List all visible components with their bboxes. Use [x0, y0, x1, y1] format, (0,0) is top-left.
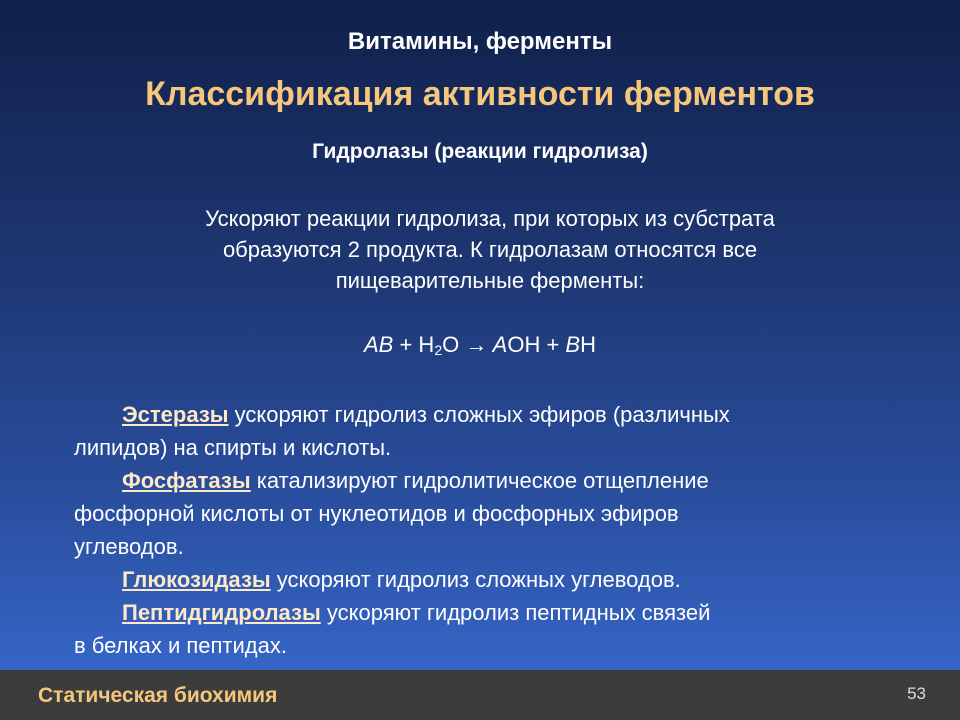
formula-b1: B — [378, 332, 394, 357]
arrow-icon: → — [465, 332, 488, 357]
formula-a1: A — [363, 332, 379, 357]
footer-title: Статическая биохимия — [38, 684, 278, 707]
enzyme-name-glucosidases: Глюкозидазы — [122, 567, 271, 592]
enzyme-item-peptidhydrolases — [74, 596, 894, 662]
enzyme-desc-line: ускоряют гидролиз сложных углеводов. — [270, 567, 681, 592]
enzyme-desc-line: катализируют гидролитическое отщепление — [250, 468, 709, 493]
enzyme-desc-line: ускоряют гидролиз пептидных связей — [320, 600, 711, 625]
enzyme-item-esterases — [74, 398, 894, 464]
intro-line-3: пищеварительные ферменты: — [335, 268, 645, 293]
intro-paragraph — [130, 203, 850, 296]
intro-line-2: образуются 2 продукта. К гидролазам относятся все — [222, 237, 758, 262]
topic-heading: Витамины, ферменты — [347, 28, 613, 55]
enzyme-desc-line: ускоряют гидролиз сложных эфиров (различных — [228, 402, 730, 427]
enzyme-desc-line: углеводов. — [74, 534, 184, 559]
formula-subscript: 2 — [434, 342, 443, 358]
enzyme-desc-line: в белках и пептидах. — [74, 633, 287, 658]
slide-subtitle: Гидролазы (реакции гидролиза) — [312, 140, 648, 163]
formula-oh: OH + — [507, 332, 566, 357]
enzyme-desc-line: липидов) на спирты и кислоты. — [74, 435, 392, 460]
formula-o: O — [442, 332, 466, 357]
intro-line-1: Ускоряют реакции гидролиза, при которых из субстрата — [205, 206, 775, 231]
formula-plus-h: + H — [393, 332, 435, 357]
formula-b2: B — [565, 332, 581, 357]
formula-a2: A — [487, 332, 508, 357]
slide-title: Классификация активности ферментов — [145, 75, 815, 113]
enzyme-item-phosphatases — [74, 464, 894, 563]
page-number: 53 — [907, 684, 926, 703]
enzyme-name-peptidhydrolases: Пептидгидролазы — [122, 600, 321, 625]
enzyme-list — [74, 398, 894, 662]
formula-h: H — [580, 332, 596, 357]
enzyme-item-glucosidases — [74, 563, 894, 596]
footer-bar — [0, 670, 960, 720]
enzyme-name-esterases: Эстеразы — [122, 402, 229, 427]
hydrolysis-formula — [0, 332, 960, 358]
enzyme-name-phosphatases: Фосфатазы — [122, 468, 251, 493]
enzyme-desc-line: фосфорной кислоты от нуклеотидов и фосфорных эфиров — [74, 501, 679, 526]
